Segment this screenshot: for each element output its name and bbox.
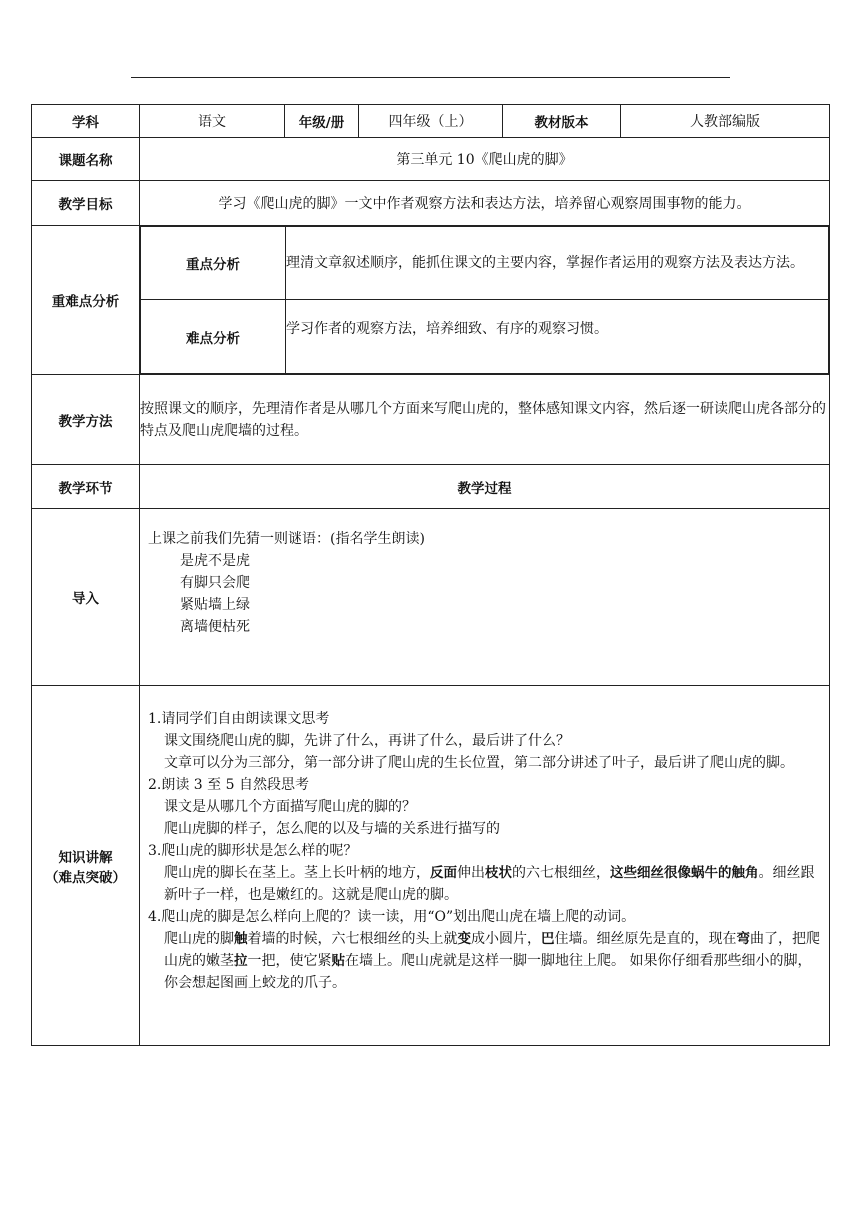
goal-value: 学习《爬山虎的脚》一文中作者观察方法和表达方法，培养留心观察周围事物的能力。 bbox=[140, 181, 830, 226]
goal-label: 教学目标 bbox=[32, 181, 140, 226]
focus-text: 理清文章叙述顺序，能抓住课文的主要内容，掌握作者运用的观察方法及表达方法。 bbox=[286, 227, 829, 300]
edition-label: 教材版本 bbox=[503, 105, 621, 138]
question-2: 2.朗读 3 至 5 自然段思考 bbox=[148, 777, 309, 793]
question-2-ask: 课文是从哪几个方面描写爬山虎的脚的？ bbox=[164, 799, 416, 815]
q3-text-3: 的六七根细丝， bbox=[512, 865, 610, 881]
row-lesson-title bbox=[32, 138, 830, 181]
question-1: 1.请同学们自由朗读课文思考 bbox=[148, 711, 330, 727]
q4-bold-4: 弯 bbox=[736, 931, 750, 947]
q3-bold-1: 反面 bbox=[430, 865, 457, 881]
q4-text-1: 爬山虎的脚 bbox=[164, 931, 234, 947]
q4-bold-3: 巴 bbox=[541, 931, 555, 947]
q3-text-1: 爬山虎的脚长在茎上。茎上长叶柄的地方， bbox=[164, 865, 430, 881]
riddle-line-3: 紧贴墙上绿 bbox=[180, 597, 250, 613]
question-4-answer bbox=[148, 928, 821, 994]
key-points-inner bbox=[140, 226, 829, 374]
q4-text-3: 成小圆片， bbox=[471, 931, 541, 947]
row-method bbox=[32, 375, 830, 465]
difficulty-text: 学习作者的观察方法，培养细致、有序的观察习惯。 bbox=[286, 300, 829, 374]
q4-bold-1: 触 bbox=[234, 931, 248, 947]
row-key-points bbox=[32, 226, 830, 375]
intro-label: 导入 bbox=[32, 509, 140, 686]
method-value: 按照课文的顺序，先理清作者是从哪几个方面来写爬山虎的，整体感知课文内容，然后逐一研读爬山虎各部分的特点及爬山虎爬墙的过程。 bbox=[140, 375, 830, 465]
q4-text-2: 着墙的时候，六七根细丝的头上就 bbox=[247, 931, 458, 947]
knowledge-label-line-2: （难点突破） bbox=[45, 869, 126, 886]
q4-text-5: 曲了，把爬山虎的嫩茎 bbox=[164, 931, 820, 969]
question-1-answer: 文章可以分为三部分，第一部分讲了爬山虎的生长位置，第二部分讲述了叶子，最后讲了爬山虎的脚。 bbox=[164, 755, 794, 771]
subject-value: 语文 bbox=[140, 105, 285, 138]
row-knowledge bbox=[32, 686, 830, 1046]
intro-lead: 上课之前我们先猜一则谜语：(指名学生朗读) bbox=[148, 531, 425, 547]
riddle-line-2: 有脚只会爬 bbox=[180, 575, 250, 591]
riddle-line-4: 离墙便枯死 bbox=[180, 619, 250, 635]
knowledge-label-line-1: 知识讲解 bbox=[58, 849, 113, 866]
lesson-title-value: 第三单元 10《爬山虎的脚》 bbox=[140, 138, 830, 181]
knowledge-label bbox=[32, 686, 140, 1046]
row-process-header bbox=[32, 465, 830, 509]
grade-value: 四年级（上） bbox=[359, 105, 503, 138]
edition-value: 人教部编版 bbox=[621, 105, 830, 138]
process-label: 教学环节 bbox=[32, 465, 140, 509]
q3-bold-2: 枝状 bbox=[485, 865, 512, 881]
question-1-ask: 课文围绕爬山虎的脚，先讲了什么，再讲了什么，最后讲了什么？ bbox=[164, 733, 570, 749]
key-points-label: 重难点分析 bbox=[32, 226, 140, 375]
riddle-line-1: 是虎不是虎 bbox=[180, 553, 250, 569]
question-2-answer: 爬山虎脚的样子，怎么爬的以及与墙的关系进行描写的 bbox=[164, 821, 500, 837]
q4-bold-6: 贴 bbox=[331, 953, 345, 969]
process-title: 教学过程 bbox=[140, 465, 830, 509]
header-rule bbox=[131, 77, 730, 78]
row-goal bbox=[32, 181, 830, 226]
question-3: 3.爬山虎的脚形状是怎么样的呢？ bbox=[148, 843, 358, 859]
question-4: 4.爬山虎的脚是怎么样向上爬的？读一读，用“O”划出爬山虎在墙上爬的动词。 bbox=[148, 909, 636, 925]
lesson-title-label: 课题名称 bbox=[32, 138, 140, 181]
q4-bold-2: 变 bbox=[457, 931, 471, 947]
grade-label: 年级/册 bbox=[285, 105, 359, 138]
difficulty-label: 难点分析 bbox=[141, 300, 286, 374]
lesson-plan-table bbox=[31, 104, 830, 1046]
q4-text-6: 一把，使它紧 bbox=[247, 953, 332, 969]
q3-text-2: 伸出 bbox=[457, 865, 485, 881]
row-intro bbox=[32, 509, 830, 686]
question-3-answer bbox=[148, 862, 821, 906]
q4-bold-5: 拉 bbox=[234, 953, 248, 969]
row-subject bbox=[32, 105, 830, 138]
q3-bold-3: 这些细丝很像蜗牛的触角 bbox=[610, 865, 759, 881]
q4-text-7: 在墙上。爬山虎就是这样一脚一脚地往上爬。 如果你仔细看那些细小的脚，你会想起图画上蛟龙的爪子。 bbox=[164, 953, 812, 991]
method-label: 教学方法 bbox=[32, 375, 140, 465]
q4-text-4: 住墙。细丝原先是直的，现在 bbox=[554, 931, 737, 947]
q3-text-4: 。细丝跟新叶子一样，也是嫩红的。这就是爬山虎的脚。 bbox=[164, 865, 815, 903]
focus-label: 重点分析 bbox=[141, 227, 286, 300]
subject-label: 学科 bbox=[32, 105, 140, 138]
